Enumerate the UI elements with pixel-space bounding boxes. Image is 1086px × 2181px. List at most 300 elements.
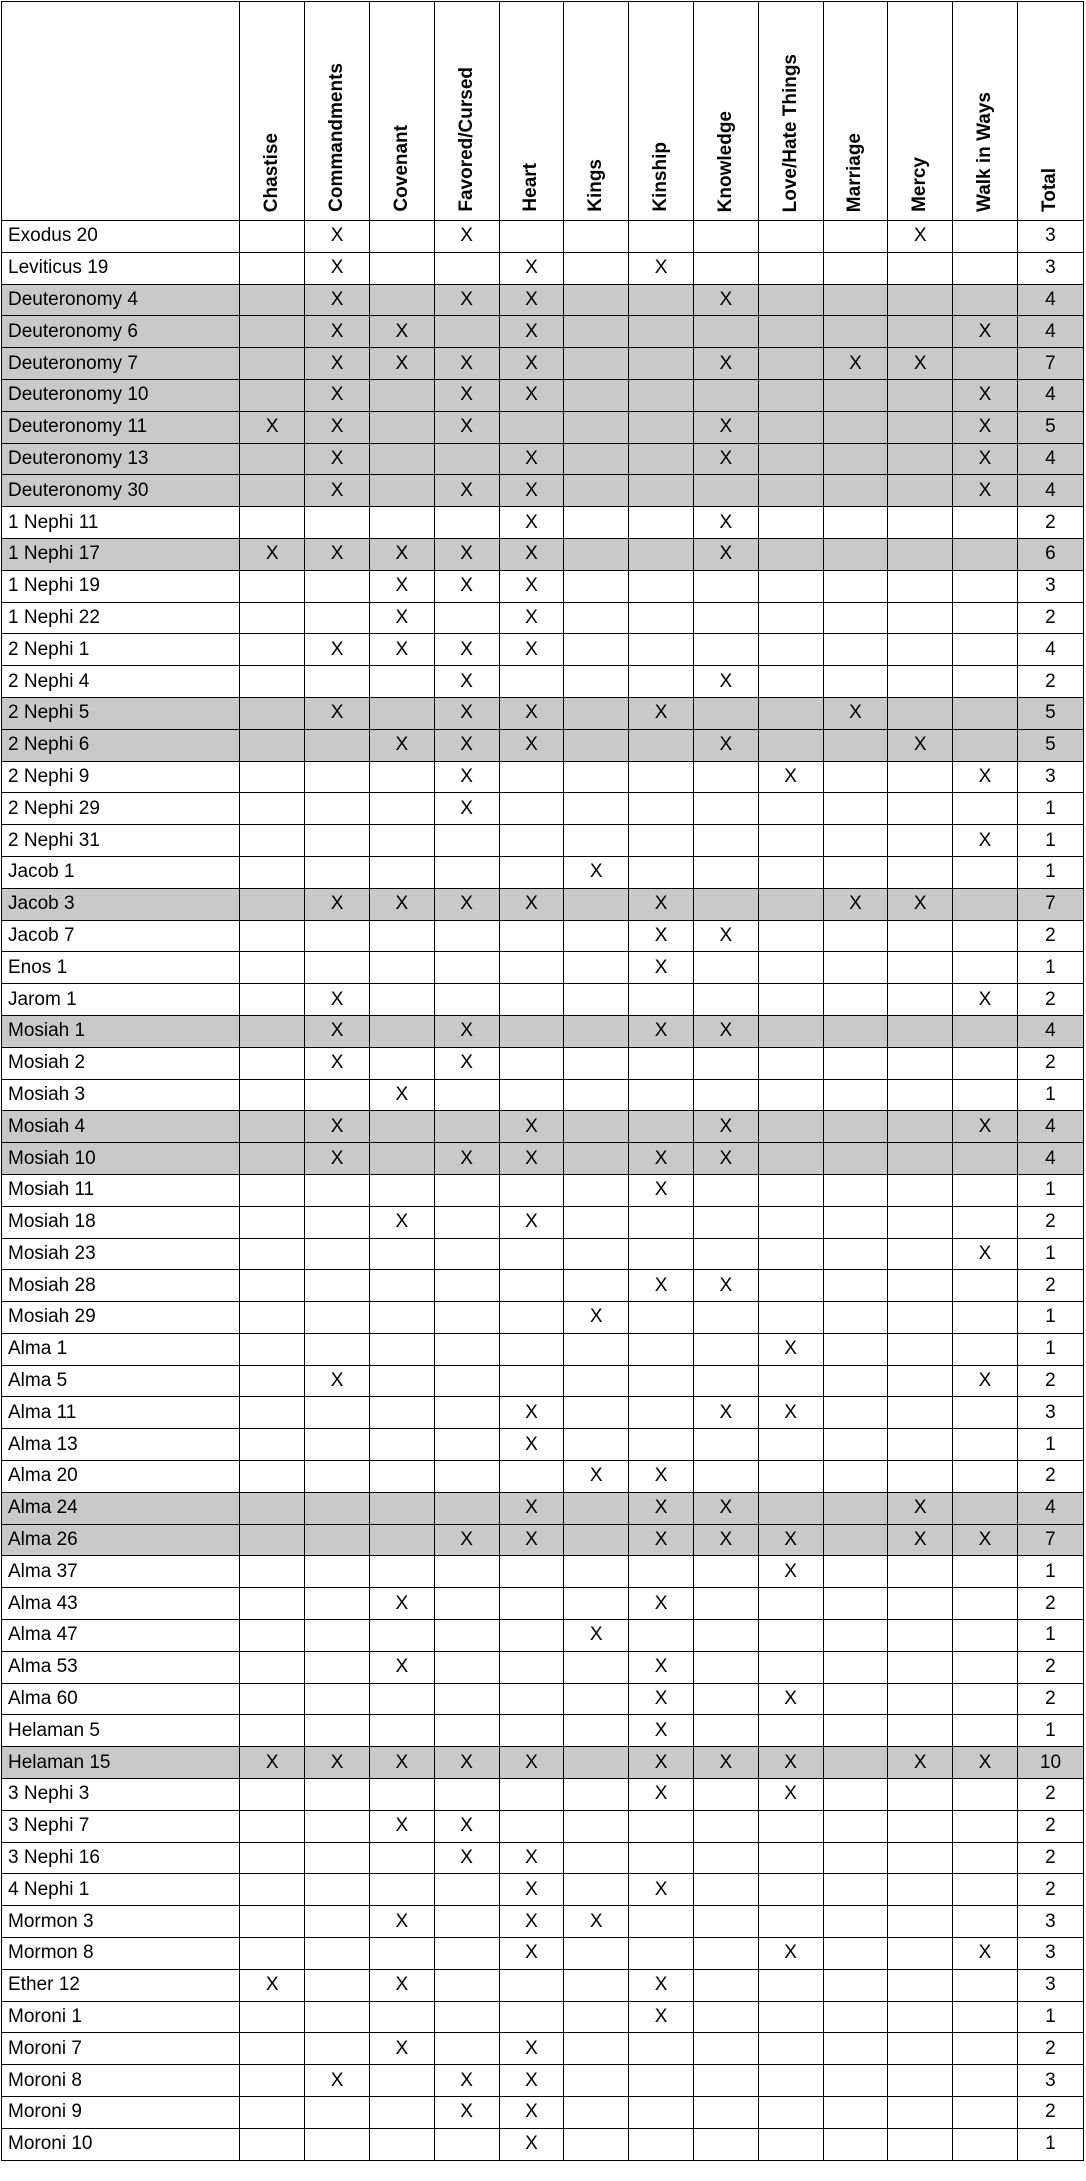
theme-mark-cell <box>758 1429 823 1461</box>
theme-mark-cell <box>369 2097 434 2129</box>
theme-mark-cell: X <box>499 379 564 411</box>
row-reference: 2 Nephi 9 <box>2 761 240 793</box>
table-row <box>2 507 1084 539</box>
table-header <box>2 2 1084 221</box>
theme-mark-cell <box>434 1715 499 1747</box>
theme-mark-cell <box>499 1683 564 1715</box>
theme-mark-cell: X <box>758 1747 823 1779</box>
column-header-label: Kinship <box>650 142 672 212</box>
theme-mark-cell: X <box>434 411 499 443</box>
theme-mark-cell <box>240 729 305 761</box>
theme-mark-cell <box>629 570 694 602</box>
theme-mark-cell: X <box>629 1174 694 1206</box>
table-row <box>2 1651 1084 1683</box>
theme-mark-cell <box>758 316 823 348</box>
theme-mark-cell: X <box>369 316 434 348</box>
row-total: 2 <box>1017 602 1083 634</box>
theme-mark-cell <box>758 1174 823 1206</box>
theme-mark-cell <box>305 507 370 539</box>
row-reference: Exodus 20 <box>2 221 240 253</box>
row-reference: 1 Nephi 11 <box>2 507 240 539</box>
theme-mark-cell <box>369 1270 434 1302</box>
theme-mark-cell <box>629 634 694 666</box>
theme-mark-cell: X <box>693 1143 758 1175</box>
theme-mark-cell <box>823 411 888 443</box>
theme-mark-cell <box>305 570 370 602</box>
column-header-label: Total <box>1039 168 1061 212</box>
theme-mark-cell <box>693 1079 758 1111</box>
theme-mark-cell <box>888 793 953 825</box>
row-reference: 2 Nephi 1 <box>2 634 240 666</box>
row-total: 7 <box>1017 348 1083 380</box>
theme-mark-cell <box>240 507 305 539</box>
theme-mark-cell <box>434 1270 499 1302</box>
theme-mark-cell: X <box>823 888 888 920</box>
theme-mark-cell <box>369 1111 434 1143</box>
theme-mark-cell <box>305 1397 370 1429</box>
row-total: 1 <box>1017 2128 1083 2160</box>
theme-mark-cell <box>369 1779 434 1811</box>
theme-mark-cell: X <box>758 1397 823 1429</box>
row-total: 4 <box>1017 284 1083 316</box>
theme-mark-cell <box>953 1588 1018 1620</box>
theme-mark-cell <box>823 570 888 602</box>
theme-mark-cell: X <box>499 348 564 380</box>
theme-mark-cell <box>434 602 499 634</box>
theme-mark-cell: X <box>499 252 564 284</box>
theme-mark-cell <box>240 1365 305 1397</box>
theme-mark-cell <box>693 1842 758 1874</box>
theme-mark-cell <box>953 888 1018 920</box>
column-header-kings <box>564 2 629 221</box>
theme-mark-cell <box>305 1620 370 1652</box>
theme-mark-cell <box>240 984 305 1016</box>
row-reference: Alma 24 <box>2 1492 240 1524</box>
theme-mark-cell <box>758 1143 823 1175</box>
theme-mark-cell <box>888 1206 953 1238</box>
theme-mark-cell: X <box>564 1461 629 1493</box>
theme-mark-cell <box>499 984 564 1016</box>
theme-mark-cell <box>758 2128 823 2160</box>
table-row <box>2 729 1084 761</box>
theme-mark-cell <box>629 761 694 793</box>
theme-mark-cell <box>434 1969 499 2001</box>
theme-mark-cell <box>369 1524 434 1556</box>
theme-mark-cell <box>629 666 694 698</box>
row-total: 2 <box>1017 666 1083 698</box>
theme-mark-cell <box>434 2001 499 2033</box>
theme-mark-cell <box>758 920 823 952</box>
theme-mark-cell <box>823 2033 888 2065</box>
theme-mark-cell <box>953 1810 1018 1842</box>
theme-mark-cell <box>953 1683 1018 1715</box>
theme-mark-cell <box>823 316 888 348</box>
theme-mark-cell <box>629 1429 694 1461</box>
table-row <box>2 1302 1084 1334</box>
theme-mark-cell: X <box>305 221 370 253</box>
row-total: 1 <box>1017 1302 1083 1334</box>
row-total: 2 <box>1017 1365 1083 1397</box>
row-total: 1 <box>1017 1238 1083 1270</box>
column-header-marriage <box>823 2 888 221</box>
theme-mark-cell <box>305 1715 370 1747</box>
row-total: 2 <box>1017 1842 1083 1874</box>
theme-mark-cell <box>240 1047 305 1079</box>
table-row <box>2 697 1084 729</box>
theme-mark-cell <box>629 1620 694 1652</box>
theme-mark-cell: X <box>369 1079 434 1111</box>
theme-mark-cell <box>693 1302 758 1334</box>
row-total: 2 <box>1017 984 1083 1016</box>
theme-mark-cell <box>823 1842 888 1874</box>
theme-mark-cell <box>240 1079 305 1111</box>
theme-mark-cell <box>758 284 823 316</box>
theme-mark-cell <box>953 1079 1018 1111</box>
theme-mark-cell: X <box>564 1302 629 1334</box>
theme-mark-cell: X <box>369 570 434 602</box>
theme-mark-cell <box>823 443 888 475</box>
row-reference: Mosiah 28 <box>2 1270 240 1302</box>
theme-mark-cell <box>693 221 758 253</box>
theme-mark-cell <box>564 1397 629 1429</box>
theme-mark-cell: X <box>953 1365 1018 1397</box>
theme-mark-cell <box>240 2033 305 2065</box>
theme-mark-cell <box>434 1906 499 1938</box>
theme-mark-cell: X <box>888 348 953 380</box>
row-total: 7 <box>1017 888 1083 920</box>
row-total: 4 <box>1017 475 1083 507</box>
theme-mark-cell <box>240 1492 305 1524</box>
theme-mark-cell: X <box>369 1810 434 1842</box>
row-total: 2 <box>1017 1270 1083 1302</box>
theme-mark-cell: X <box>758 761 823 793</box>
table-row <box>2 1492 1084 1524</box>
theme-mark-cell: X <box>499 507 564 539</box>
column-header-total <box>1017 2 1083 221</box>
theme-mark-cell: X <box>953 1524 1018 1556</box>
row-reference: Enos 1 <box>2 952 240 984</box>
theme-mark-cell <box>693 2001 758 2033</box>
theme-mark-cell <box>953 1047 1018 1079</box>
theme-mark-cell <box>823 2097 888 2129</box>
theme-mark-cell <box>758 1461 823 1493</box>
theme-mark-cell <box>369 1715 434 1747</box>
theme-mark-cell <box>369 1143 434 1175</box>
table-row <box>2 316 1084 348</box>
theme-mark-cell <box>823 1174 888 1206</box>
theme-mark-cell <box>629 1906 694 1938</box>
theme-mark-cell <box>888 252 953 284</box>
theme-mark-cell: X <box>369 1651 434 1683</box>
table-row <box>2 2033 1084 2065</box>
theme-mark-cell <box>888 475 953 507</box>
theme-mark-cell <box>629 221 694 253</box>
theme-mark-cell <box>888 570 953 602</box>
theme-mark-cell <box>953 1969 1018 2001</box>
theme-mark-cell <box>564 1747 629 1779</box>
theme-mark-cell <box>823 1461 888 1493</box>
theme-mark-cell: X <box>629 1015 694 1047</box>
theme-mark-cell <box>240 1333 305 1365</box>
theme-mark-cell <box>888 634 953 666</box>
theme-mark-cell <box>823 1143 888 1175</box>
theme-mark-cell: X <box>693 666 758 698</box>
theme-mark-cell <box>305 729 370 761</box>
theme-mark-cell <box>693 475 758 507</box>
theme-mark-cell <box>240 1429 305 1461</box>
row-reference: 3 Nephi 3 <box>2 1779 240 1811</box>
theme-mark-cell <box>823 284 888 316</box>
theme-mark-cell <box>629 379 694 411</box>
row-total: 2 <box>1017 1461 1083 1493</box>
theme-mark-cell <box>564 1270 629 1302</box>
theme-mark-cell <box>823 1969 888 2001</box>
theme-mark-cell <box>564 825 629 857</box>
row-reference: Jacob 1 <box>2 856 240 888</box>
column-header-mercy <box>888 2 953 221</box>
theme-mark-cell <box>823 507 888 539</box>
theme-mark-cell <box>888 507 953 539</box>
theme-mark-cell <box>888 2033 953 2065</box>
theme-mark-cell <box>758 602 823 634</box>
theme-mark-cell <box>305 1588 370 1620</box>
theme-mark-cell: X <box>434 1810 499 1842</box>
theme-mark-cell <box>564 1524 629 1556</box>
theme-mark-cell: X <box>305 1111 370 1143</box>
theme-mark-cell <box>240 793 305 825</box>
theme-mark-cell: X <box>888 221 953 253</box>
column-header-favored-cursed <box>434 2 499 221</box>
theme-mark-cell <box>953 729 1018 761</box>
theme-mark-cell <box>305 761 370 793</box>
theme-mark-cell <box>693 1429 758 1461</box>
theme-mark-cell: X <box>434 348 499 380</box>
theme-mark-cell <box>758 825 823 857</box>
theme-mark-cell <box>240 1461 305 1493</box>
theme-mark-cell <box>693 984 758 1016</box>
table-row <box>2 379 1084 411</box>
theme-mark-cell <box>823 793 888 825</box>
theme-mark-cell <box>369 379 434 411</box>
table-row <box>2 538 1084 570</box>
theme-mark-cell <box>499 1461 564 1493</box>
theme-mark-cell <box>240 348 305 380</box>
table-row <box>2 602 1084 634</box>
theme-mark-cell <box>564 284 629 316</box>
theme-mark-cell <box>758 952 823 984</box>
row-total: 5 <box>1017 729 1083 761</box>
theme-mark-cell <box>369 1842 434 1874</box>
theme-mark-cell <box>823 2065 888 2097</box>
theme-mark-cell <box>564 1969 629 2001</box>
theme-mark-cell <box>758 1588 823 1620</box>
theme-mark-cell <box>564 379 629 411</box>
table-row <box>2 856 1084 888</box>
table-row <box>2 1938 1084 1970</box>
theme-mark-cell: X <box>434 729 499 761</box>
theme-mark-cell <box>888 284 953 316</box>
theme-mark-cell: X <box>305 538 370 570</box>
theme-mark-cell: X <box>693 1397 758 1429</box>
theme-mark-cell <box>823 920 888 952</box>
theme-mark-cell: X <box>499 1492 564 1524</box>
theme-mark-cell <box>629 507 694 539</box>
row-reference: Moroni 9 <box>2 2097 240 2129</box>
theme-mark-cell <box>434 507 499 539</box>
row-total: 1 <box>1017 825 1083 857</box>
theme-mark-cell: X <box>693 411 758 443</box>
theme-mark-cell <box>240 379 305 411</box>
theme-mark-cell: X <box>629 697 694 729</box>
theme-mark-cell: X <box>499 1429 564 1461</box>
row-reference: Alma 5 <box>2 1365 240 1397</box>
theme-mark-cell <box>823 221 888 253</box>
theme-mark-cell <box>823 761 888 793</box>
theme-mark-cell <box>758 1620 823 1652</box>
theme-mark-cell: X <box>629 1588 694 1620</box>
theme-mark-cell <box>823 856 888 888</box>
table-row <box>2 348 1084 380</box>
theme-mark-cell <box>305 920 370 952</box>
theme-mark-cell <box>369 1015 434 1047</box>
theme-mark-cell: X <box>499 284 564 316</box>
theme-mark-cell <box>564 252 629 284</box>
theme-mark-cell <box>369 284 434 316</box>
theme-mark-cell <box>758 2097 823 2129</box>
theme-mark-cell: X <box>629 1461 694 1493</box>
table-row <box>2 1047 1084 1079</box>
theme-mark-cell <box>823 475 888 507</box>
column-header-chastise <box>240 2 305 221</box>
theme-mark-cell <box>823 984 888 1016</box>
row-total: 1 <box>1017 2001 1083 2033</box>
theme-mark-cell <box>369 984 434 1016</box>
theme-mark-cell <box>305 1556 370 1588</box>
theme-mark-cell <box>369 697 434 729</box>
theme-mark-cell: X <box>305 379 370 411</box>
theme-mark-cell <box>434 316 499 348</box>
theme-mark-cell <box>369 2128 434 2160</box>
table-row <box>2 1143 1084 1175</box>
theme-mark-cell <box>888 2001 953 2033</box>
theme-mark-cell <box>629 2065 694 2097</box>
theme-mark-cell <box>305 1810 370 1842</box>
column-header-label: Knowledge <box>714 110 736 212</box>
theme-mark-cell <box>823 1270 888 1302</box>
theme-mark-cell <box>758 888 823 920</box>
theme-mark-cell <box>953 1302 1018 1334</box>
theme-mark-cell <box>564 570 629 602</box>
theme-mark-cell <box>953 284 1018 316</box>
theme-mark-cell <box>434 1206 499 1238</box>
theme-mark-cell <box>823 729 888 761</box>
theme-mark-cell <box>823 2128 888 2160</box>
theme-mark-cell <box>629 538 694 570</box>
theme-mark-cell <box>499 856 564 888</box>
row-reference: Alma 11 <box>2 1397 240 1429</box>
theme-mark-cell: X <box>434 888 499 920</box>
theme-mark-cell <box>693 1461 758 1493</box>
row-total: 3 <box>1017 761 1083 793</box>
theme-mark-cell: X <box>953 984 1018 1016</box>
theme-mark-cell <box>693 2097 758 2129</box>
theme-mark-cell <box>564 1079 629 1111</box>
row-total: 5 <box>1017 411 1083 443</box>
theme-mark-cell <box>953 856 1018 888</box>
theme-mark-cell: X <box>305 284 370 316</box>
theme-mark-cell <box>240 570 305 602</box>
theme-mark-cell <box>369 666 434 698</box>
theme-mark-cell <box>305 1969 370 2001</box>
theme-mark-cell <box>564 1365 629 1397</box>
row-total: 2 <box>1017 1874 1083 1906</box>
theme-mark-cell <box>499 1620 564 1652</box>
theme-mark-cell <box>629 825 694 857</box>
theme-mark-cell <box>953 1429 1018 1461</box>
row-reference: Mormon 3 <box>2 1906 240 1938</box>
row-total: 4 <box>1017 1492 1083 1524</box>
table-body <box>2 221 1084 2161</box>
theme-mark-cell <box>434 825 499 857</box>
theme-mark-cell <box>499 1779 564 1811</box>
theme-mark-cell <box>369 1556 434 1588</box>
theme-mark-cell <box>758 856 823 888</box>
theme-mark-cell: X <box>434 221 499 253</box>
row-total: 4 <box>1017 443 1083 475</box>
row-reference: Alma 13 <box>2 1429 240 1461</box>
theme-mark-cell <box>564 2097 629 2129</box>
theme-mark-cell <box>953 2001 1018 2033</box>
theme-mark-cell <box>499 1810 564 1842</box>
theme-mark-cell <box>369 1238 434 1270</box>
theme-mark-cell: X <box>434 793 499 825</box>
theme-mark-cell <box>564 2065 629 2097</box>
theme-mark-cell: X <box>499 2033 564 2065</box>
theme-mark-cell: X <box>758 1683 823 1715</box>
row-reference: 2 Nephi 5 <box>2 697 240 729</box>
theme-mark-cell <box>629 443 694 475</box>
theme-mark-cell: X <box>369 1588 434 1620</box>
theme-mark-cell <box>434 1620 499 1652</box>
theme-mark-cell <box>629 1333 694 1365</box>
theme-mark-cell <box>434 1588 499 1620</box>
theme-mark-cell: X <box>629 952 694 984</box>
theme-mark-cell <box>499 1302 564 1334</box>
theme-mark-cell <box>953 1015 1018 1047</box>
theme-mark-cell: X <box>758 1938 823 1970</box>
row-total: 3 <box>1017 1397 1083 1429</box>
theme-mark-cell <box>953 570 1018 602</box>
theme-mark-cell <box>434 1556 499 1588</box>
row-reference: Deuteronomy 6 <box>2 316 240 348</box>
theme-mark-cell <box>823 1747 888 1779</box>
theme-mark-cell: X <box>305 411 370 443</box>
theme-mark-cell: X <box>499 316 564 348</box>
theme-mark-cell <box>758 1302 823 1334</box>
theme-mark-cell <box>888 1079 953 1111</box>
theme-mark-cell <box>240 1524 305 1556</box>
theme-mark-cell <box>823 1206 888 1238</box>
row-total: 3 <box>1017 570 1083 602</box>
theme-mark-cell <box>369 411 434 443</box>
theme-mark-cell <box>564 1938 629 1970</box>
theme-mark-cell <box>693 379 758 411</box>
row-reference: Mosiah 2 <box>2 1047 240 1079</box>
theme-mark-cell <box>953 2097 1018 2129</box>
theme-mark-cell <box>888 856 953 888</box>
theme-mark-cell <box>369 761 434 793</box>
theme-mark-cell <box>693 1588 758 1620</box>
